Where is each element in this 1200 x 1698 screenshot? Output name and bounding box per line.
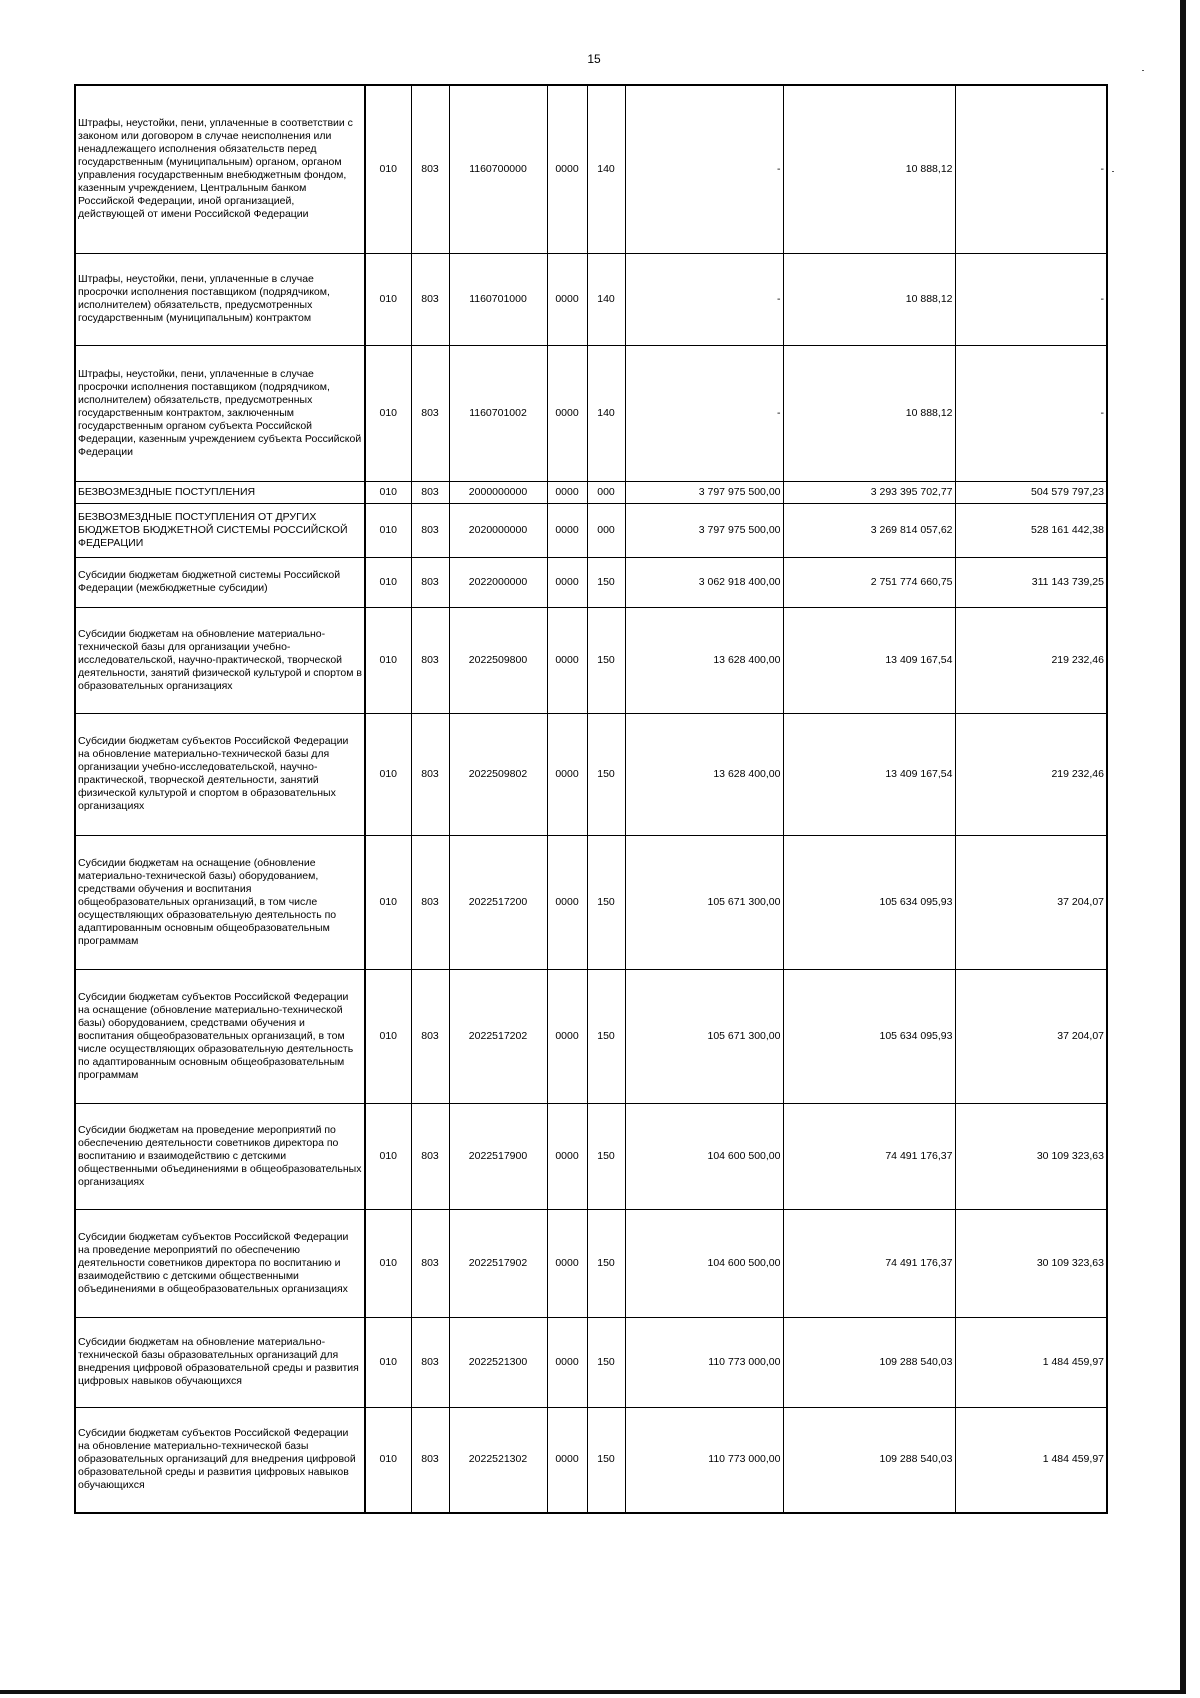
row-code-program: 0000 (547, 557, 587, 607)
table-row (75, 503, 1107, 557)
table-row (75, 345, 1107, 481)
row-executed-amount: 109 288 540,03 (783, 1407, 955, 1513)
row-planned-amount: - (625, 85, 783, 253)
row-code-kbk: 1160700000 (449, 85, 547, 253)
row-remaining-amount: - (955, 345, 1107, 481)
row-description: Субсидии бюджетам бюджетной системы Российской Федерации (межбюджетные субсидии) (75, 557, 365, 607)
row-remaining-amount: 504 579 797,23 (955, 481, 1107, 503)
row-executed-amount: 10 888,12 (783, 253, 955, 345)
row-remaining-amount: 30 109 323,63 (955, 1209, 1107, 1317)
row-code-kosgu: 140 (587, 253, 625, 345)
row-executed-amount: 3 293 395 702,77 (783, 481, 955, 503)
row-code-admin: 010 (365, 345, 411, 481)
row-code-program: 0000 (547, 253, 587, 345)
row-code-chief: 803 (411, 557, 449, 607)
row-code-program: 0000 (547, 713, 587, 835)
row-code-program: 0000 (547, 503, 587, 557)
row-remaining-amount: 311 143 739,25 (955, 557, 1107, 607)
row-code-program: 0000 (547, 1407, 587, 1513)
row-code-admin: 010 (365, 1407, 411, 1513)
row-code-kbk: 2022509802 (449, 713, 547, 835)
row-remaining-amount: - (955, 85, 1107, 253)
row-remaining-amount: 219 232,46 (955, 713, 1107, 835)
row-executed-amount: 105 634 095,93 (783, 969, 955, 1103)
row-code-kosgu: 150 (587, 1407, 625, 1513)
row-description: Субсидии бюджетам субъектов Российской Федерации на обновление материально-технической базы для организации учебно-исследовательской, научно-практической, творческой деятельности, занятий физической культурой и спортом в образовательных организациях (75, 713, 365, 835)
row-description: Субсидии бюджетам на проведение мероприятий по обеспечению деятельности советников директора по воспитанию и взаимодействию с детскими общественными объединениями в общеобразовательных организациях (75, 1103, 365, 1209)
row-code-kosgu: 150 (587, 713, 625, 835)
row-description: Субсидии бюджетам субъектов Российской Федерации на проведение мероприятий по обеспечению деятельности советников директора по воспитанию и взаимодействию с детскими общественными объединениями в общеобразовательных организациях (75, 1209, 365, 1317)
row-description: Субсидии бюджетам на обновление материально-технической базы для организации учебно-исследовательской, научно-практической, творческой деятельности, занятий физической культурой и спортом в образовательных организациях (75, 607, 365, 713)
row-code-admin: 010 (365, 1317, 411, 1407)
row-code-admin: 010 (365, 835, 411, 969)
row-code-kosgu: 000 (587, 481, 625, 503)
row-remaining-amount: 30 109 323,63 (955, 1103, 1107, 1209)
row-code-chief: 803 (411, 503, 449, 557)
table-row (75, 607, 1107, 713)
row-code-program: 0000 (547, 1317, 587, 1407)
row-code-admin: 010 (365, 557, 411, 607)
row-code-kbk: 1160701002 (449, 345, 547, 481)
row-planned-amount: 105 671 300,00 (625, 969, 783, 1103)
row-code-kosgu: 150 (587, 1209, 625, 1317)
row-code-kbk: 2000000000 (449, 481, 547, 503)
row-remaining-amount: 37 204,07 (955, 835, 1107, 969)
row-code-kosgu: 000 (587, 503, 625, 557)
table-row (75, 253, 1107, 345)
row-code-kosgu: 140 (587, 345, 625, 481)
row-code-program: 0000 (547, 1209, 587, 1317)
row-remaining-amount: - (955, 253, 1107, 345)
row-code-kosgu: 150 (587, 1317, 625, 1407)
row-executed-amount: 10 888,12 (783, 85, 955, 253)
row-code-program: 0000 (547, 85, 587, 253)
row-code-kbk: 2020000000 (449, 503, 547, 557)
budget-table (74, 84, 1108, 1514)
row-code-program: 0000 (547, 345, 587, 481)
row-code-admin: 010 (365, 253, 411, 345)
row-code-chief: 803 (411, 1103, 449, 1209)
row-code-chief: 803 (411, 253, 449, 345)
row-code-program: 0000 (547, 481, 587, 503)
row-code-kosgu: 150 (587, 607, 625, 713)
row-description: Субсидии бюджетам на оснащение (обновление материально-технической базы) оборудованием, средствами обучения и воспитания общеобразовательных организаций, в том числе осуществляющих образовательную деятельность по адаптированным основным общеобразовательным программам (75, 835, 365, 969)
row-code-chief: 803 (411, 1317, 449, 1407)
row-code-program: 0000 (547, 969, 587, 1103)
row-planned-amount: 110 773 000,00 (625, 1317, 783, 1407)
row-code-chief: 803 (411, 345, 449, 481)
table-row (75, 557, 1107, 607)
row-executed-amount: 3 269 814 057,62 (783, 503, 955, 557)
row-code-kbk: 2022517902 (449, 1209, 547, 1317)
row-code-chief: 803 (411, 713, 449, 835)
row-code-chief: 803 (411, 835, 449, 969)
row-planned-amount: 3 062 918 400,00 (625, 557, 783, 607)
row-description: БЕЗВОЗМЕЗДНЫЕ ПОСТУПЛЕНИЯ ОТ ДРУГИХ БЮДЖЕТОВ БЮДЖЕТНОЙ СИСТЕМЫ РОССИЙСКОЙ ФЕДЕРАЦИИ (75, 503, 365, 557)
row-description: Субсидии бюджетам субъектов Российской Федерации на обновление материально-технической базы образовательных организаций для внедрения цифровой образовательной среды и развития цифровых навыков обучающихся (75, 1407, 365, 1513)
row-code-program: 0000 (547, 835, 587, 969)
row-code-chief: 803 (411, 85, 449, 253)
page-number: 15 (587, 52, 601, 66)
scan-speck (1112, 171, 1114, 172)
row-code-kbk: 2022517202 (449, 969, 547, 1103)
row-description: Субсидии бюджетам субъектов Российской Федерации на оснащение (обновление материально-технической базы) оборудованием, средствами обучения и воспитания общеобразовательных организаций, в том числе осуществляющих образовательную деятельность по адаптированным основным общеобразовательным программам (75, 969, 365, 1103)
row-planned-amount: 13 628 400,00 (625, 713, 783, 835)
table-body (75, 85, 1107, 1513)
row-executed-amount: 74 491 176,37 (783, 1209, 955, 1317)
row-executed-amount: 10 888,12 (783, 345, 955, 481)
row-remaining-amount: 37 204,07 (955, 969, 1107, 1103)
row-code-kbk: 2022000000 (449, 557, 547, 607)
row-code-kbk: 2022521302 (449, 1407, 547, 1513)
row-code-kbk: 2022517200 (449, 835, 547, 969)
row-code-admin: 010 (365, 481, 411, 503)
row-executed-amount: 13 409 167,54 (783, 607, 955, 713)
row-code-program: 0000 (547, 607, 587, 713)
row-code-admin: 010 (365, 1103, 411, 1209)
row-description: БЕЗВОЗМЕЗДНЫЕ ПОСТУПЛЕНИЯ (75, 481, 365, 503)
row-remaining-amount: 1 484 459,97 (955, 1317, 1107, 1407)
row-planned-amount: 105 671 300,00 (625, 835, 783, 969)
row-executed-amount: 109 288 540,03 (783, 1317, 955, 1407)
row-planned-amount: - (625, 345, 783, 481)
row-remaining-amount: 1 484 459,97 (955, 1407, 1107, 1513)
scan-speck (1142, 70, 1144, 71)
row-code-kbk: 2022509800 (449, 607, 547, 713)
table-row (75, 835, 1107, 969)
row-code-kbk: 2022521300 (449, 1317, 547, 1407)
row-code-kbk: 1160701000 (449, 253, 547, 345)
row-code-admin: 010 (365, 503, 411, 557)
row-executed-amount: 13 409 167,54 (783, 713, 955, 835)
row-code-admin: 010 (365, 1209, 411, 1317)
row-code-admin: 010 (365, 969, 411, 1103)
row-code-kosgu: 150 (587, 557, 625, 607)
table-row (75, 969, 1107, 1103)
table-row (75, 1103, 1107, 1209)
row-code-admin: 010 (365, 85, 411, 253)
row-planned-amount: 13 628 400,00 (625, 607, 783, 713)
table-row (75, 713, 1107, 835)
row-code-chief: 803 (411, 607, 449, 713)
row-executed-amount: 74 491 176,37 (783, 1103, 955, 1209)
row-planned-amount: 3 797 975 500,00 (625, 503, 783, 557)
row-code-chief: 803 (411, 1407, 449, 1513)
row-code-program: 0000 (547, 1103, 587, 1209)
row-planned-amount: - (625, 253, 783, 345)
row-remaining-amount: 528 161 442,38 (955, 503, 1107, 557)
row-code-kosgu: 150 (587, 835, 625, 969)
row-code-chief: 803 (411, 1209, 449, 1317)
row-planned-amount: 110 773 000,00 (625, 1407, 783, 1513)
table-row (75, 85, 1107, 253)
row-planned-amount: 104 600 500,00 (625, 1103, 783, 1209)
table-row (75, 481, 1107, 503)
row-description: Штрафы, неустойки, пени, уплаченные в случае просрочки исполнения поставщиком (подрядчиком, исполнителем) обязательств, предусмотренных государственным контрактом, заключенным государственным органом субъекта Российской Федерации, казенным учреждением субъекта Российской Федерации (75, 345, 365, 481)
row-remaining-amount: 219 232,46 (955, 607, 1107, 713)
row-code-kosgu: 150 (587, 969, 625, 1103)
table-row (75, 1209, 1107, 1317)
row-planned-amount: 104 600 500,00 (625, 1209, 783, 1317)
row-code-admin: 010 (365, 713, 411, 835)
row-description: Штрафы, неустойки, пени, уплаченные в случае просрочки исполнения поставщиком (подрядчиком, исполнителем) обязательств, предусмотренных государственным (муниципальным) контрактом (75, 253, 365, 345)
row-code-admin: 010 (365, 607, 411, 713)
row-code-chief: 803 (411, 969, 449, 1103)
row-code-kosgu: 150 (587, 1103, 625, 1209)
row-planned-amount: 3 797 975 500,00 (625, 481, 783, 503)
row-code-chief: 803 (411, 481, 449, 503)
row-description: Субсидии бюджетам на обновление материально-технической базы образовательных организаций для внедрения цифровой образовательной среды и развития цифровых навыков обучающихся (75, 1317, 365, 1407)
row-executed-amount: 105 634 095,93 (783, 835, 955, 969)
row-executed-amount: 2 751 774 660,75 (783, 557, 955, 607)
table-row (75, 1407, 1107, 1513)
row-description: Штрафы, неустойки, пени, уплаченные в соответствии с законом или договором в случае неисполнения или ненадлежащего исполнения обязательств перед государственным (муниципальным) органом, органом управления государственным внебюджетным фондом, казенным учреждением, Центральным банком Российской Федерации, иной организацией, действующей от имени Российской Федерации (75, 85, 365, 253)
row-code-kosgu: 140 (587, 85, 625, 253)
table-row (75, 1317, 1107, 1407)
row-code-kbk: 2022517900 (449, 1103, 547, 1209)
